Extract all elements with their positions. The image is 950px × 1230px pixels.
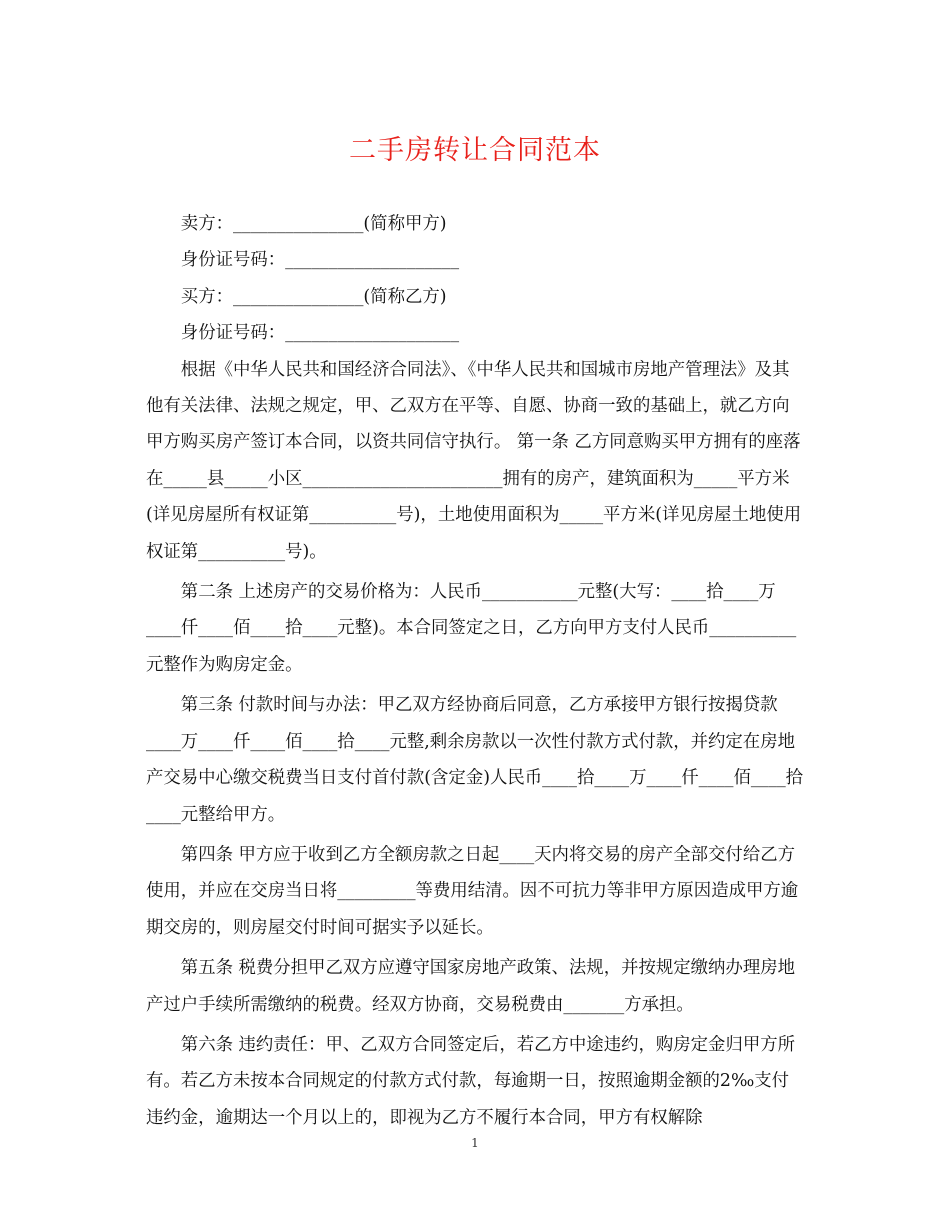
article-4-paragraph: 第四条 甲方应于收到乙方全额房款之日起____天内将交易的房产全部交付给乙方使用，并应在交房当日将_________等费用结清。因不可抗力等非甲方原因造成甲方逾期交房的，则房屋交付时间可据实予以延长。 [146,844,799,938]
article-2-paragraph: 第二条 上述房产的交易价格为：人民币___________元整(大写：____拾____万____仟____佰____拾____元整)。本合同签定之日，乙方向甲方支付人民币__________元整作为购房定金。 [146,582,797,675]
article-3-paragraph: 第三条 付款时间与办法：甲乙双方经协商后同意，乙方承接甲方银行按揭贷款____万____仟____佰____拾____元整,剩余房款以一次性付款方式付款，并约定在房地产交易中心缴交税费当日支付首付款(含定金)人民币____拾____万____仟____佰____拾____元整给甲方。 [146,695,804,825]
preamble-paragraph: 根据《中华人民共和国经济合同法》、《中华人民共和国城市房地产管理法》及其他有关法律、法规之规定，甲、乙双方在平等、自愿、协商一致的基础上，就乙方向甲方购买房产签订本合同，以资共同信守执行。 第一条 乙方同意购买甲方拥有的座落在_____县_____小区_______________________拥有的房产，建筑面积为_____平方米(详见房屋所有权证第__________号)，土地使用面积为_____平方米(详见房屋土地使用权证第__________号)。 [146,359,802,562]
article-6-paragraph: 第六条 违约责任：甲、乙双方合同签定后，若乙方中途违约，购房定金归甲方所有。若乙方未按本合同规定的付款方式付款，每逾期一日，按照逾期金额的2‰支付违约金，逾期达一个月以上的，即视为乙方不履行本合同，甲方有权解除 [146,1034,796,1128]
document-title: 二手房转让合同范本 [349,135,601,166]
page-number: 1 [471,1136,479,1150]
article-5-paragraph: 第五条 税费分担甲乙双方应遵守国家房地产政策、法规，并按规定缴纳办理房地产过户手续所需缴纳的税费。经双方协商，交易税费由_______方承担。 [146,958,796,1015]
seller-line: 卖方：_______________(简称甲方) [180,214,447,234]
document-body [146,206,806,1136]
buyer-id-line: 身份证号码：____________________ [180,323,460,344]
buyer-line: 买方：_______________(简称乙方) [180,286,447,307]
seller-id-line: 身份证号码：____________________ [180,250,460,271]
